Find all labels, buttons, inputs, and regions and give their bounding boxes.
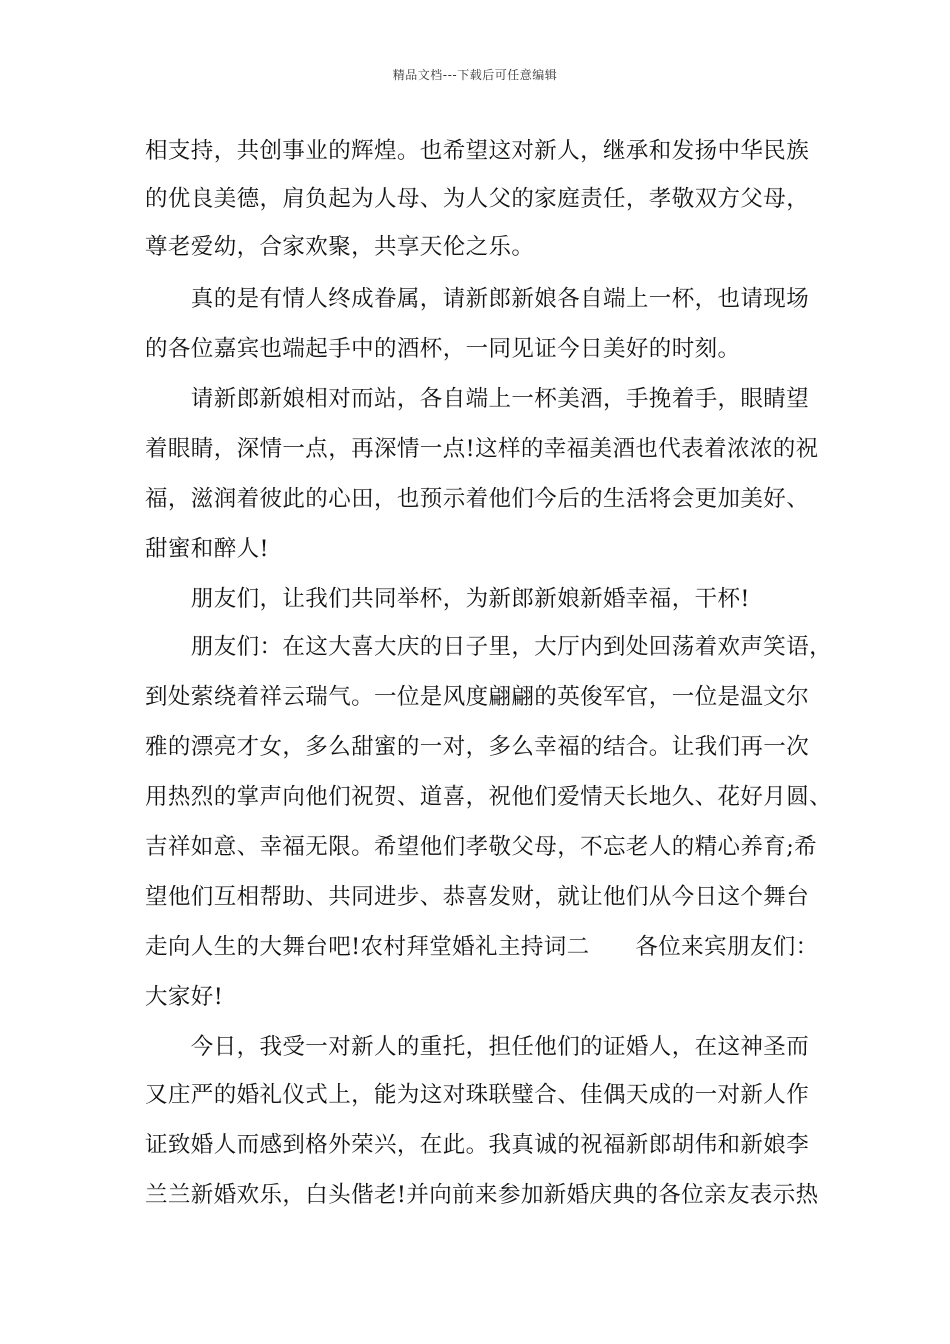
body-line-14: 用热烈的掌声向他们祝贺、道喜，祝他们爱情天长地久、花好月圆、 — [145, 784, 833, 810]
body-line-1: 相支持，共创事业的辉煌。也希望这对新人，继承和发扬中华民族 — [145, 138, 810, 164]
body-line-22: 兰兰新婚欢乐，白头偕老!并向前来参加新婚庆典的各位亲友表示热 — [145, 1182, 819, 1208]
body-line-6: 请新郎新娘相对而站，各自端上一杯美酒，手挽着手，眼睛望 — [145, 386, 810, 412]
body-line-4: 真的是有情人终成眷属，请新郎新娘各自端上一杯，也请现场 — [145, 286, 810, 312]
body-line-5: 的各位嘉宾也端起手中的酒杯，一同见证今日美好的时刻。 — [145, 336, 741, 362]
body-line-15: 吉祥如意、幸福无限。希望他们孝敬父母，不忘老人的精心养育;希 — [145, 834, 818, 860]
body-line-17: 走向人生的大舞台吧!农村拜堂婚礼主持词二 各位来宾朋友们： — [145, 934, 819, 960]
body-line-12: 到处萦绕着祥云瑞气。一位是风度翩翩的英俊军官，一位是温文尔 — [145, 684, 810, 710]
body-line-2: 的优良美德，肩负起为人母、为人父的家庭责任，孝敬双方父母， — [145, 186, 810, 212]
body-line-13: 雅的漂亮才女，多么甜蜜的一对，多么幸福的结合。让我们再一次 — [145, 734, 810, 760]
page-header: 精品文档---下载后可任意编辑 — [392, 68, 558, 82]
body-line-20: 又庄严的婚礼仪式上，能为这对珠联璧合、佳偶天成的一对新人作 — [145, 1082, 810, 1108]
body-line-3: 尊老爱幼，合家欢聚，共享天伦之乐。 — [145, 234, 535, 260]
body-line-18: 大家好! — [145, 984, 224, 1010]
body-line-16: 望他们互相帮助、共同进步、恭喜发财，就让他们从今日这个舞台 — [145, 884, 810, 910]
body-line-9: 甜蜜和醉人! — [145, 536, 269, 562]
body-line-11: 朋友们：在这大喜大庆的日子里，大厅内到处回荡着欢声笑语， — [145, 634, 833, 660]
body-line-10: 朋友们，让我们共同举杯，为新郎新娘新婚幸福，干杯! — [145, 586, 750, 612]
body-line-7: 着眼睛，深情一点，再深情一点!这样的幸福美酒也代表着浓浓的祝 — [145, 436, 819, 462]
body-line-8: 福，滋润着彼此的心田，也预示着他们今后的生活将会更加美好、 — [145, 486, 810, 512]
body-line-21: 证致婚人而感到格外荣兴，在此。我真诚的祝福新郎胡伟和新娘李 — [145, 1132, 810, 1158]
body-line-19: 今日，我受一对新人的重托，担任他们的证婚人，在这神圣而 — [145, 1034, 810, 1060]
